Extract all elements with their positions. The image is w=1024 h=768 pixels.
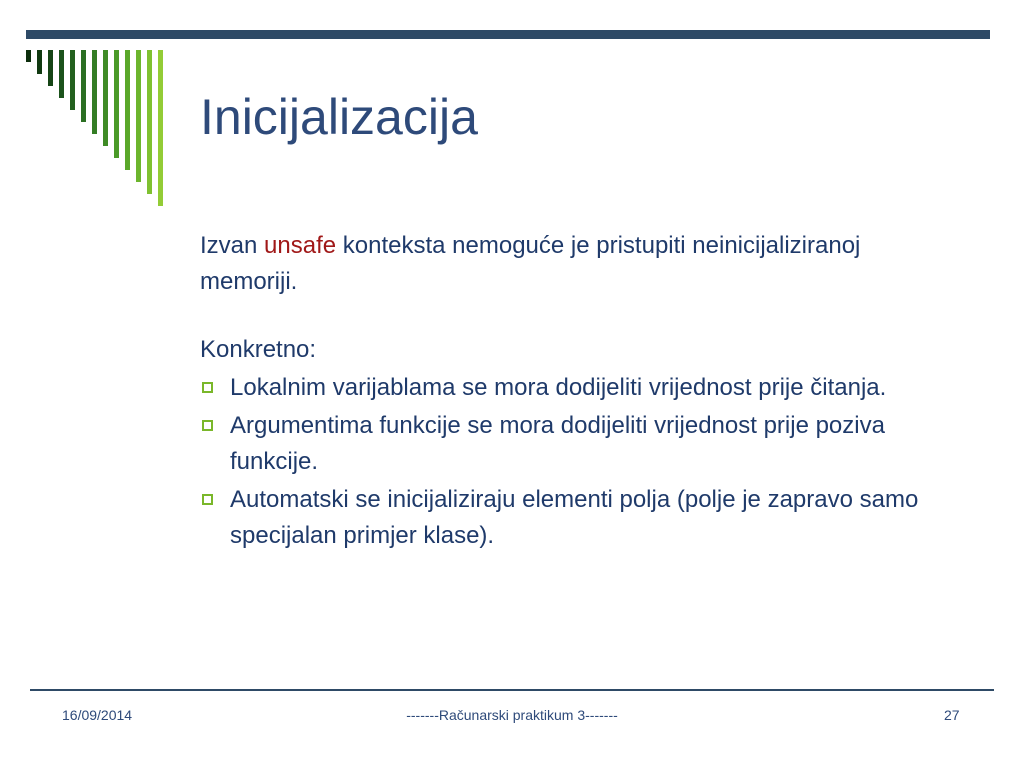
stripe	[125, 50, 130, 170]
bottom-rule	[30, 689, 994, 691]
konkretno-label: Konkretno:	[200, 336, 317, 363]
decorative-stripes	[0, 0, 180, 210]
slide-title: Inicijalizacija	[200, 89, 478, 145]
page-number: 27	[944, 707, 960, 723]
stripe	[37, 50, 42, 74]
footer-course-title: -------Računarski praktikum 3-------	[406, 707, 618, 723]
bullet-text: Lokalnim varijablama se mora dodijeliti vrijednost prije čitanja.	[230, 374, 887, 401]
intro-paragraph	[200, 228, 940, 300]
unsafe-keyword: unsafe	[264, 232, 337, 259]
stripe	[48, 50, 53, 86]
bullet-item	[200, 482, 940, 554]
intro-text-before: Izvan	[200, 232, 265, 259]
square-bullet-icon	[202, 382, 213, 393]
square-bullet-icon	[202, 494, 213, 505]
paragraph-gap	[200, 300, 940, 332]
stripe	[70, 50, 75, 110]
stripe	[147, 50, 152, 194]
square-bullet-icon	[202, 420, 213, 431]
stripe	[92, 50, 97, 134]
footer-date: 16/09/2014	[62, 707, 133, 723]
stripe	[26, 50, 31, 62]
intro-text-after: konteksta nemoguće je pristupiti neinicijaliziranoj memoriji.	[200, 232, 861, 295]
stripe	[81, 50, 86, 122]
bullet-list	[200, 370, 940, 554]
stripe	[114, 50, 119, 158]
bullet-item	[200, 370, 940, 406]
stripe	[59, 50, 64, 98]
bullet-text: Automatski se inicijaliziraju elementi polja (polje je zapravo samo specijalan primjer klase).	[230, 486, 919, 549]
stripe	[136, 50, 141, 182]
stripe	[103, 50, 108, 146]
slide-body	[200, 228, 940, 556]
bullet-item	[200, 408, 940, 480]
stripe	[158, 50, 163, 206]
bullet-text: Argumentima funkcije se mora dodijeliti vrijednost prije poziva funkcije.	[230, 412, 885, 475]
